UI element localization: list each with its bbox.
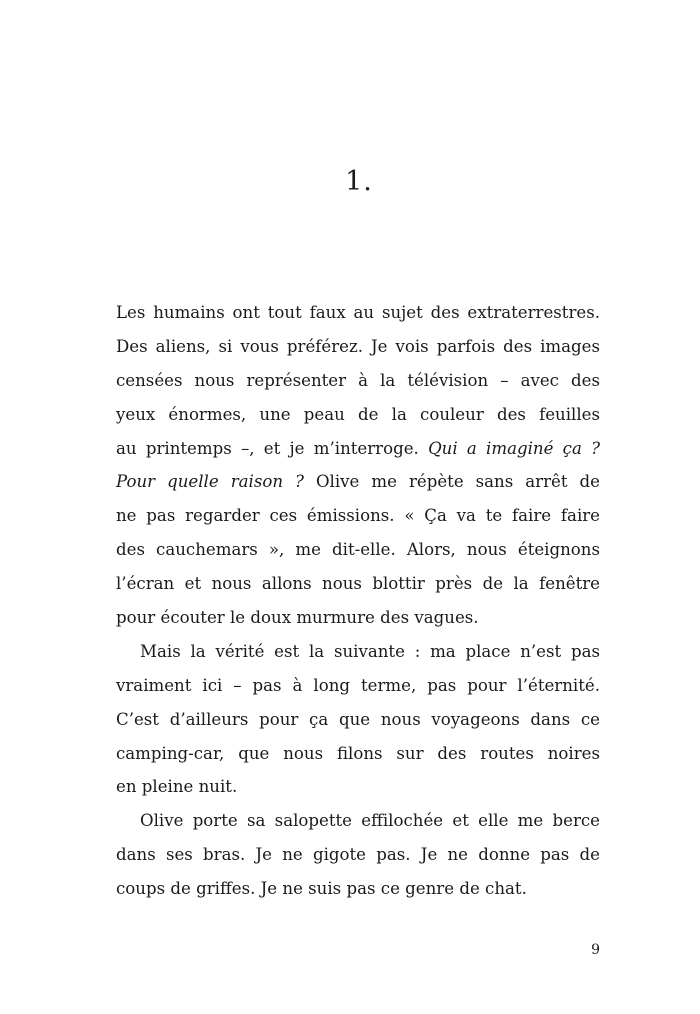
text-line: yeux énormes, une peau de la couleur des feuilles <box>116 404 600 424</box>
text-line: vraiment ici – pas à long terme, pas pour l’éternité. <box>116 675 600 695</box>
italic-text-run: Pour quelle raison ? <box>116 472 304 492</box>
text-line <box>116 465 600 499</box>
text-line: en pleine nuit. <box>116 777 238 797</box>
text-line: ne pas regarder ces émissions. « Ça va te faire faire <box>116 506 600 526</box>
text-run: au printemps –, et je m’interroge. <box>116 438 429 458</box>
page-number: 9 <box>591 942 600 958</box>
text-line: Mais la vérité est la suivante : ma place n’est pas <box>140 641 600 661</box>
text-line <box>116 432 600 466</box>
chapter-heading: 1. <box>345 166 373 197</box>
text-line: Olive porte sa salopette effilochée et elle me berce <box>140 811 600 831</box>
chapter-text <box>116 296 600 906</box>
text-line: dans ses bras. Je ne gigote pas. Je ne donne pas de <box>116 845 600 865</box>
text-line: l’écran et nous allons nous blottir près de la fenêtre <box>116 574 600 594</box>
text-line: C’est d’ailleurs pour ça que nous voyageons dans ce <box>116 709 600 729</box>
text-line: coups de griffes. Je ne suis pas ce genre de chat. <box>116 879 527 899</box>
text-line: camping-car, que nous filons sur des routes noires <box>116 743 600 763</box>
text-run: Olive me répète sans arrêt de <box>303 472 600 492</box>
italic-text-run: Qui a imaginé ça ? <box>428 438 600 458</box>
text-line: des cauchemars », me dit-elle. Alors, nous éteignons <box>116 540 600 560</box>
text-line: pour écouter le doux murmure des vagues. <box>116 608 479 628</box>
text-line: Des aliens, si vous préférez. Je vois parfois des images <box>116 336 600 356</box>
text-line: Les humains ont tout faux au sujet des extraterrestres. <box>116 303 600 322</box>
text-line: censées nous représenter à la télévision – avec des <box>116 370 600 390</box>
